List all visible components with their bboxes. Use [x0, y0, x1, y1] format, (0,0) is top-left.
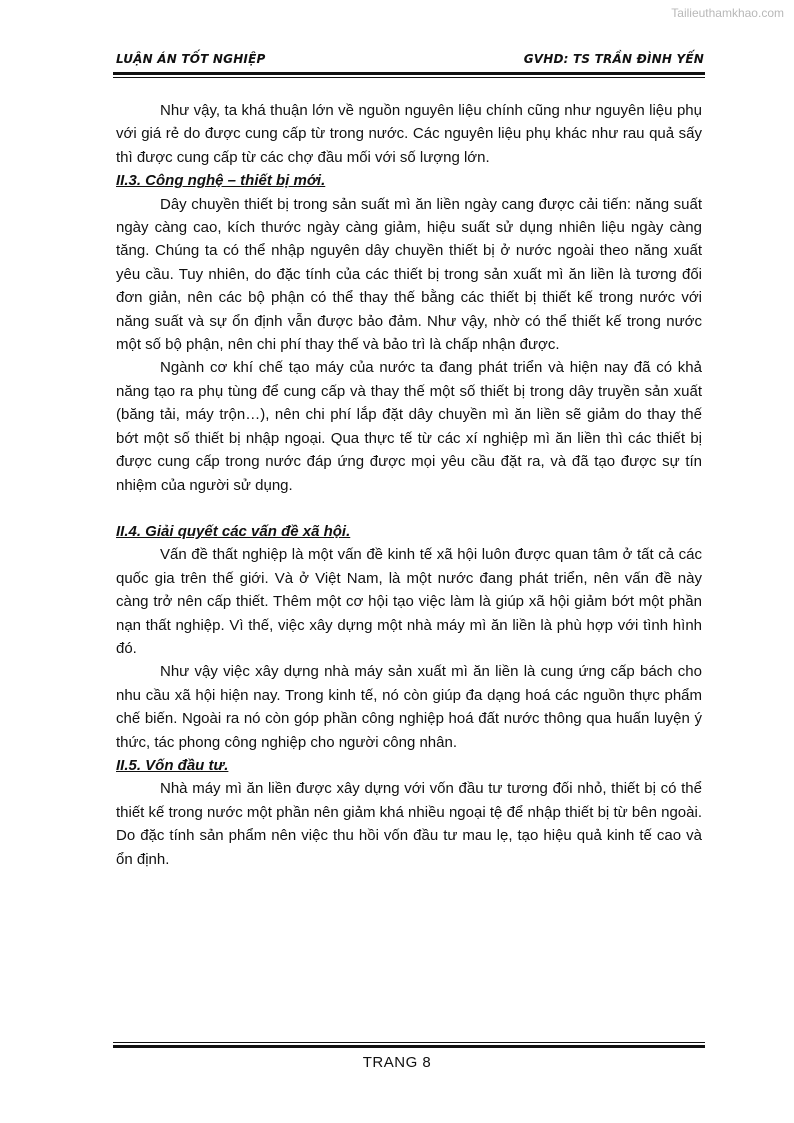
- page-body: [116, 99, 702, 871]
- header-thesis-title: LUẬN ÁN TỐT NGHIỆP: [116, 52, 266, 66]
- footer-rule-thick: [113, 1045, 705, 1048]
- section-heading-2-3: II.3. Công nghệ – thiết bị mới.: [116, 172, 326, 190]
- page-header: [116, 52, 704, 70]
- paragraph-2-4-a: Vấn đề thất nghiệp là một vấn đề kinh tế xã hội luôn được quan tâm ở tất cả các quốc gia trên thế giới. Và ở Việt Nam, là một nước đang phát triển, nên vấn đề này càng trở nên cấp thiết. Thêm một cơ hội tạo việc làm là giúp xã hội giảm bớt một phần nạn thất nghiệp. Vì thế, việc xây dựng một nhà máy mì ăn liền là phù hợp với tình hình đó.: [116, 546, 702, 657]
- header-rule-thin: [113, 77, 705, 78]
- footer-rule-thin: [113, 1042, 705, 1043]
- paragraph-2-3-b: Ngành cơ khí chế tạo máy của nước ta đang phát triển và hiện nay đã có khả năng tạo ra phụ tùng để cung cấp và thay thế một số thiết bị trong dây truyền sản xuất (băng tải, máy trộn…), nên chi phí lắp đặt dây chuyền mì ăn liền sẽ giảm do thay thế bớt một số thiết bị nhập ngoại. Qua thực tế từ các xí nghiệp mì ăn liền thì các thiết bị được cung cấp trong nước đáp ứng được mọi yêu cầu đặt ra, và đã tạo được sự tín nhiệm của người sử dụng.: [116, 359, 702, 494]
- header-supervisor: GVHD: TS TRẦN ĐÌNH YẾN: [523, 52, 704, 66]
- page-number: TRANG 8: [362, 1054, 432, 1071]
- paragraph-intro: Như vậy, ta khá thuận lớn về nguồn nguyên liệu chính cũng như nguyên liệu phụ với giá rẻ do được cung cấp từ trong nước. Các nguyên liệu phụ khác như rau quả sấy thì được cung cấp từ các chợ đầu mối với số lượng lớn.: [116, 102, 702, 166]
- header-rule-thick: [113, 72, 705, 75]
- paragraph-2-4-b: Như vậy việc xây dựng nhà máy sản xuất mì ăn liền là cung ứng cấp bách cho nhu cầu xã hội hiện nay. Trong kinh tế, nó còn giúp đa dạng hoá các nguồn thực phẩm chế biến. Ngoài ra nó còn góp phần công nghiệp hoá đất nước thông qua huấn luyện ý thức, tác phong công nghiệp cho người công nhân.: [116, 663, 702, 751]
- section-heading-2-5: II.5. Vốn đầu tư.: [116, 756, 229, 774]
- paragraph-2-5: Nhà máy mì ăn liền được xây dựng với vốn đầu tư tương đối nhỏ, thiết bị có thể thiết kế trong nước một phần nên giảm khá nhiều ngoại tệ để nhập thiết bị từ bên ngoài. Do đặc tính sản phẩm nên việc thu hồi vốn đầu tư mau lẹ, tạo hiệu quả kinh tế cao và ổn định.: [116, 780, 702, 868]
- section-spacer: [116, 497, 702, 520]
- watermark: Tailieuthamkhao.com: [671, 6, 784, 20]
- section-heading-2-4: II.4. Giải quyết các vấn đề xã hội.: [116, 522, 351, 540]
- paragraph-2-3-a: Dây chuyền thiết bị trong sản suất mì ăn liền ngày cang được cải tiến: năng suất ngày càng cao, kích thước ngày càng giảm, hiệu suất sử dụng nhiên liệu ngày càng tăng. Chúng ta có thể nhập nguyên dây chuyền thiết bị ở nước ngoài theo năng xuất yêu cầu. Tuy nhiên, do đặc tính của các thiết bị trong sản xuất mì ăn liền là tương đối đơn giản, nên các bộ phận có thể thay thế bằng các thiết bị thiết kế trong nước với năng suất và sự ổn định vẫn được bảo đảm. Như vậy, nhờ có thể thiết kế trong nước một số bộ phận, nên chi phí thay thế và bảo trì là chấp nhận được.: [116, 195, 702, 354]
